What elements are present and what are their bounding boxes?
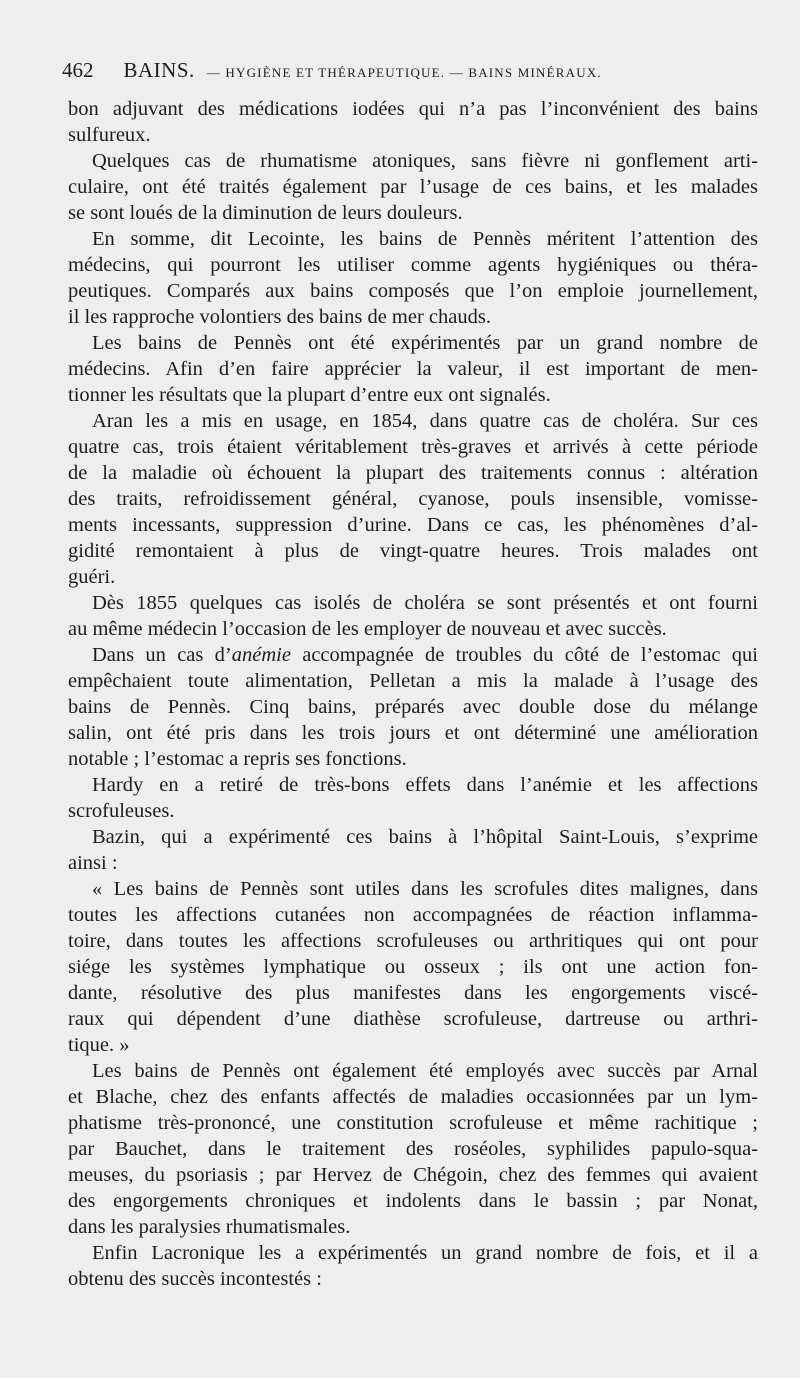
text-line: Bazin, qui a expérimenté ces bains à l’hôpital Saint-Louis, s’exprime xyxy=(92,826,758,848)
text-line: bains de Pennès. Cinq bains, préparés avec double dose du mélange xyxy=(68,696,758,718)
running-title: BAINS. xyxy=(123,58,195,82)
text-line: de la maladie où échouent la plupart des traitements connus : altération xyxy=(68,462,758,484)
italic-term: anémie xyxy=(231,644,291,666)
text-line: meuses, du psoriasis ; par Hervez de Chégoin, chez des femmes qui avaient xyxy=(68,1164,758,1186)
text-line: phatisme très-prononcé, une constitution scrofuleuse et même rachitique ; xyxy=(68,1112,758,1134)
text-line: tique. » xyxy=(68,1034,130,1056)
body-text xyxy=(68,96,758,1292)
text-line: dante, résolutive des plus manifestes dans les engorgements viscé- xyxy=(68,982,758,1004)
text-line: raux qui dépendent d’une diathèse scrofuleuse, dartreuse ou arthri- xyxy=(68,1008,758,1030)
text-line: obtenu des succès incontestés : xyxy=(68,1268,322,1290)
text-line: culaire, ont été traités également par l’usage de ces bains, et les malades xyxy=(68,176,758,198)
text-line: et Blache, chez des enfants affectés de maladies occasionnées par un lym- xyxy=(68,1086,758,1108)
text-line: par Bauchet, dans le traitement des roséoles, syphilides papulo-squa- xyxy=(68,1138,758,1160)
page-number: 462 xyxy=(62,58,94,82)
text-line: médecins, qui pourront les utiliser comme agents hygiéniques ou théra- xyxy=(68,254,758,276)
text-line: Les bains de Pennès ont été expérimentés par un grand nombre de xyxy=(92,332,758,354)
text-line: scrofuleuses. xyxy=(68,800,175,822)
text-line: toutes les affections cutanées non accompagnées de réaction inflamma- xyxy=(68,904,758,926)
running-subtitle: — HYGIÈNE ET THÉRAPEUTIQUE. — BAINS MINÉRAUX. xyxy=(206,65,602,80)
text-line: sulfureux. xyxy=(68,124,151,146)
text-line: ments incessants, suppression d’urine. Dans ce cas, les phénomènes d’al- xyxy=(68,514,758,536)
text-line: ainsi : xyxy=(68,852,118,874)
text-line: salin, ont été pris dans les trois jours et ont déterminé une amélioration xyxy=(68,722,758,744)
text-line: des traits, refroidissement général, cyanose, pouls insensible, vomisse- xyxy=(68,488,758,510)
text-line: se sont loués de la diminution de leurs douleurs. xyxy=(68,202,463,224)
text-line: toire, dans toutes les affections scrofuleuses ou arthritiques qui ont pour xyxy=(68,930,758,952)
text-line: « Les bains de Pennès sont utiles dans les scrofules dites malignes, dans xyxy=(92,878,758,900)
text-line: au même médecin l’occasion de les employer de nouveau et avec succès. xyxy=(68,618,667,640)
text-line: gidité remontaient à plus de vingt-quatre heures. Trois malades ont xyxy=(68,540,758,562)
text-line: dans les paralysies rhumatismales. xyxy=(68,1216,351,1238)
text-line: Enfin Lacronique les a expérimentés un grand nombre de fois, et il a xyxy=(92,1242,758,1264)
text-line: des engorgements chroniques et indolents dans le bassin ; par Nonat, xyxy=(68,1190,758,1212)
text-line: tionner les résultats que la plupart d’entre eux ont signalés. xyxy=(68,384,551,406)
running-header xyxy=(62,58,762,86)
text-line: Les bains de Pennès ont également été employés avec succès par Arnal xyxy=(92,1060,758,1082)
text-line: Quelques cas de rhumatisme atoniques, sans fièvre ni gonflement arti- xyxy=(92,150,758,172)
text-line: siége les systèmes lymphatique ou osseux ; ils ont une action fon- xyxy=(68,956,758,978)
text-line: Dans un cas d’anémie accompagnée de troubles du côté de l’estomac qui xyxy=(92,644,758,666)
text-line: guéri. xyxy=(68,566,116,588)
text-line: peutiques. Comparés aux bains composés que l’on emploie journellement, xyxy=(68,280,758,302)
text-line: Hardy en a retiré de très-bons effets dans l’anémie et les affections xyxy=(92,774,758,796)
text-line: bon adjuvant des médications iodées qui n’a pas l’inconvénient des bains xyxy=(68,98,758,120)
text-line: médecins. Afin d’en faire apprécier la valeur, il est important de men- xyxy=(68,358,758,380)
text-line: notable ; l’estomac a repris ses fonctions. xyxy=(68,748,407,770)
text-line: Aran les a mis en usage, en 1854, dans quatre cas de choléra. Sur ces xyxy=(92,410,758,432)
text-line: En somme, dit Lecointe, les bains de Pennès méritent l’attention des xyxy=(92,228,758,250)
text-line: Dès 1855 quelques cas isolés de choléra se sont présentés et ont fourni xyxy=(92,592,758,614)
text-line: quatre cas, trois étaient véritablement très-graves et arrivés à cette période xyxy=(68,436,758,458)
text-line: il les rapproche volontiers des bains de mer chauds. xyxy=(68,306,491,328)
text-line: empêchaient toute alimentation, Pelletan a mis la malade à l’usage des xyxy=(68,670,758,692)
